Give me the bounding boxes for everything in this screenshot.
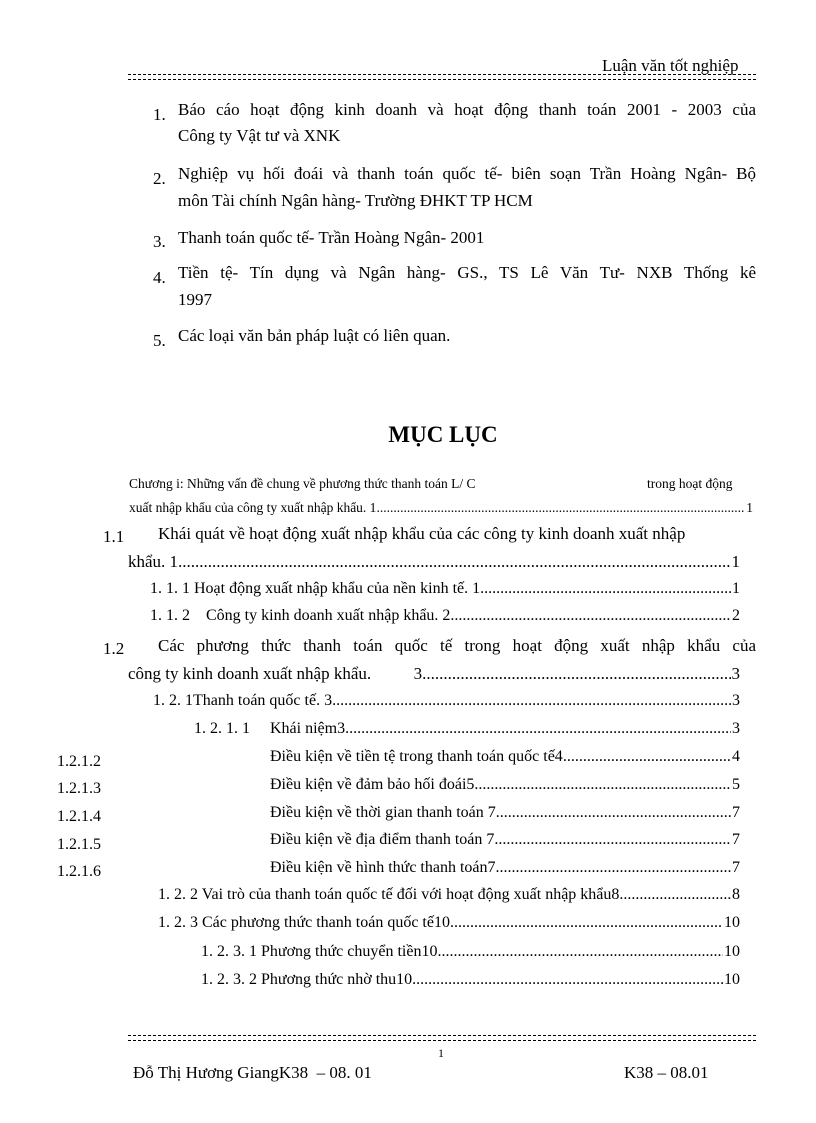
toc-leader bbox=[563, 748, 731, 766]
toc-page-number: 2 bbox=[732, 607, 740, 624]
toc-subsection-entry bbox=[270, 776, 740, 794]
toc-section-text: khẩu. 1 bbox=[128, 552, 179, 571]
toc-leader bbox=[345, 720, 731, 738]
toc-page-number: 3 bbox=[732, 720, 740, 737]
footer-author: Đỗ Thị Hương GiangK38 – 08. 01 bbox=[133, 1063, 372, 1082]
header-title: Luận văn tốt nghiệp bbox=[602, 56, 739, 75]
toc-leader bbox=[332, 692, 731, 710]
toc-page-number: 7 bbox=[732, 831, 740, 848]
toc-chapter-text: Chương i: Những vấn đề chung về phương thức thanh toán L/ C bbox=[129, 476, 476, 491]
toc-subsection-entry bbox=[150, 607, 740, 625]
toc-subsection-entry bbox=[153, 692, 740, 710]
toc-page-number: 1 bbox=[746, 500, 753, 515]
toc-page-number: 3 bbox=[732, 692, 740, 709]
reference-text: Công ty Vật tư và XNK bbox=[178, 126, 341, 145]
toc-subsection-entry bbox=[270, 748, 740, 766]
toc-section-text: Khái quát về hoạt động xuất nhập khẩu của các công ty kinh doanh xuất nhập bbox=[158, 524, 686, 543]
toc-page-number: 1 bbox=[731, 552, 740, 571]
reference-text: 1997 bbox=[178, 290, 212, 309]
toc-subsection-text: Điều kiện về thời gian thanh toán 7 bbox=[270, 804, 496, 821]
footer-page-number: 1 bbox=[438, 1046, 444, 1060]
toc-subsection-entry bbox=[194, 720, 740, 738]
toc-page-number: 4 bbox=[732, 748, 740, 765]
toc-subsection-text: Điều kiện về tiền tệ trong thanh toán quốc tế4 bbox=[270, 748, 563, 765]
toc-subsection-text: 1. 2. 3. 1 Phương thức chuyển tiền10 bbox=[201, 943, 438, 960]
toc-leader bbox=[450, 914, 723, 932]
toc-leader bbox=[619, 886, 731, 904]
toc-subsection-text: 1. 2. 2 Vai trò của thanh toán quốc tế đối với hoạt động xuất nhập khẩu8 bbox=[158, 886, 620, 903]
toc-subsection-entry bbox=[201, 943, 740, 961]
toc-item-number: 1.2.1.5 bbox=[57, 836, 101, 853]
toc-title: MỤC LỤC bbox=[388, 422, 498, 447]
toc-chapter-text: xuất nhập khẩu của công ty xuất nhập khẩu. 1 bbox=[129, 500, 377, 515]
toc-leader bbox=[474, 776, 731, 794]
toc-page-number: 5 bbox=[732, 776, 740, 793]
toc-section-number: 1.1 bbox=[103, 527, 125, 546]
reference-text: Báo cáo hoạt động kinh doanh và hoạt động thanh toán 2001 - 2003 của bbox=[178, 100, 756, 119]
toc-page-number: 7 bbox=[732, 804, 740, 821]
toc-subsection-text: Điều kiện về địa điểm thanh toán 7 bbox=[270, 831, 495, 848]
reference-number: 1. bbox=[153, 105, 166, 124]
reference-text: Tiền tệ- Tín dụng và Ngân hàng- GS., TS Lê Văn Tư- NXB Thống kê bbox=[178, 263, 756, 282]
reference-text: Nghiệp vụ hối đoái và thanh toán quốc tế- biên soạn Trần Hoàng Ngân- Bộ bbox=[178, 164, 756, 183]
toc-page-number: 10 bbox=[724, 943, 740, 960]
toc-subsection-text: 1. 1. 1 Hoạt động xuất nhập khẩu của nền kinh tế. 1 bbox=[150, 580, 481, 597]
toc-chapter-text: trong hoạt động bbox=[647, 476, 733, 491]
toc-leader bbox=[496, 859, 731, 877]
toc-subsection-entry bbox=[270, 804, 740, 822]
toc-leader bbox=[496, 804, 731, 822]
toc-subsection-text: 1. 1. 2 Công ty kinh doanh xuất nhập khẩu. 2 bbox=[150, 607, 451, 624]
toc-leader bbox=[376, 500, 745, 516]
toc-line bbox=[128, 552, 740, 572]
toc-leader bbox=[412, 971, 723, 989]
toc-subsection-text: 1. 2. 3 Các phương thức thanh toán quốc tế10 bbox=[158, 914, 450, 931]
toc-page-number: 1 bbox=[732, 580, 740, 597]
toc-section-text: Các phương thức thanh toán quốc tế trong hoạt động xuất nhập khẩu của bbox=[158, 636, 756, 655]
toc-section-text: công ty kinh doanh xuất nhập khẩu. 3 bbox=[128, 664, 423, 683]
toc-section-number: 1.2 bbox=[103, 639, 125, 658]
toc-leader bbox=[480, 580, 731, 598]
toc-subsection-entry bbox=[158, 914, 740, 932]
toc-leader bbox=[422, 664, 730, 684]
header-rule bbox=[128, 74, 756, 80]
reference-number: 2. bbox=[153, 169, 166, 188]
toc-leader bbox=[450, 607, 731, 625]
reference-text: Các loại văn bản pháp luật có liên quan. bbox=[178, 326, 451, 345]
toc-item-number: 1.2.1.4 bbox=[57, 808, 101, 825]
toc-subsection-text: Điều kiện về đảm bảo hối đoái5 bbox=[270, 776, 475, 793]
toc-subsection-text: 1. 2. 1. 1 Khái niệm3 bbox=[194, 720, 346, 737]
toc-line bbox=[128, 664, 740, 684]
toc-subsection-entry bbox=[270, 831, 740, 849]
reference-number: 4. bbox=[153, 268, 166, 287]
toc-subsection-text: 1. 2. 3. 2 Phương thức nhờ thu10 bbox=[201, 971, 413, 988]
toc-leader bbox=[178, 552, 730, 572]
toc-page-number: 8 bbox=[732, 886, 740, 903]
reference-text: môn Tài chính Ngân hàng- Trường ĐHKT TP HCM bbox=[178, 191, 533, 210]
toc-subsection-text: Điều kiện về hình thức thanh toán7 bbox=[270, 859, 496, 876]
footer-rule bbox=[128, 1035, 756, 1041]
toc-page-number: 10 bbox=[724, 971, 740, 988]
toc-leader bbox=[494, 831, 731, 849]
toc-item-number: 1.2.1.6 bbox=[57, 863, 101, 880]
footer-class-code: K38 – 08.01 bbox=[624, 1063, 709, 1082]
toc-item-number: 1.2.1.2 bbox=[57, 753, 101, 770]
toc-subsection-entry bbox=[270, 859, 740, 877]
toc-leader bbox=[437, 943, 723, 961]
toc-subsection-entry bbox=[158, 886, 740, 904]
reference-number: 3. bbox=[153, 232, 166, 251]
toc-item-number: 1.2.1.3 bbox=[57, 780, 101, 797]
toc-subsection-entry bbox=[150, 580, 740, 598]
reference-text: Thanh toán quốc tế- Trần Hoàng Ngân- 2001 bbox=[178, 228, 485, 247]
toc-page-number: 3 bbox=[731, 664, 740, 683]
toc-page-number: 10 bbox=[724, 914, 740, 931]
toc-subsection-entry bbox=[201, 971, 740, 989]
toc-line bbox=[129, 500, 753, 516]
reference-number: 5. bbox=[153, 331, 166, 350]
toc-subsection-text: 1. 2. 1Thanh toán quốc tế. 3 bbox=[153, 692, 333, 709]
toc-page-number: 7 bbox=[732, 859, 740, 876]
